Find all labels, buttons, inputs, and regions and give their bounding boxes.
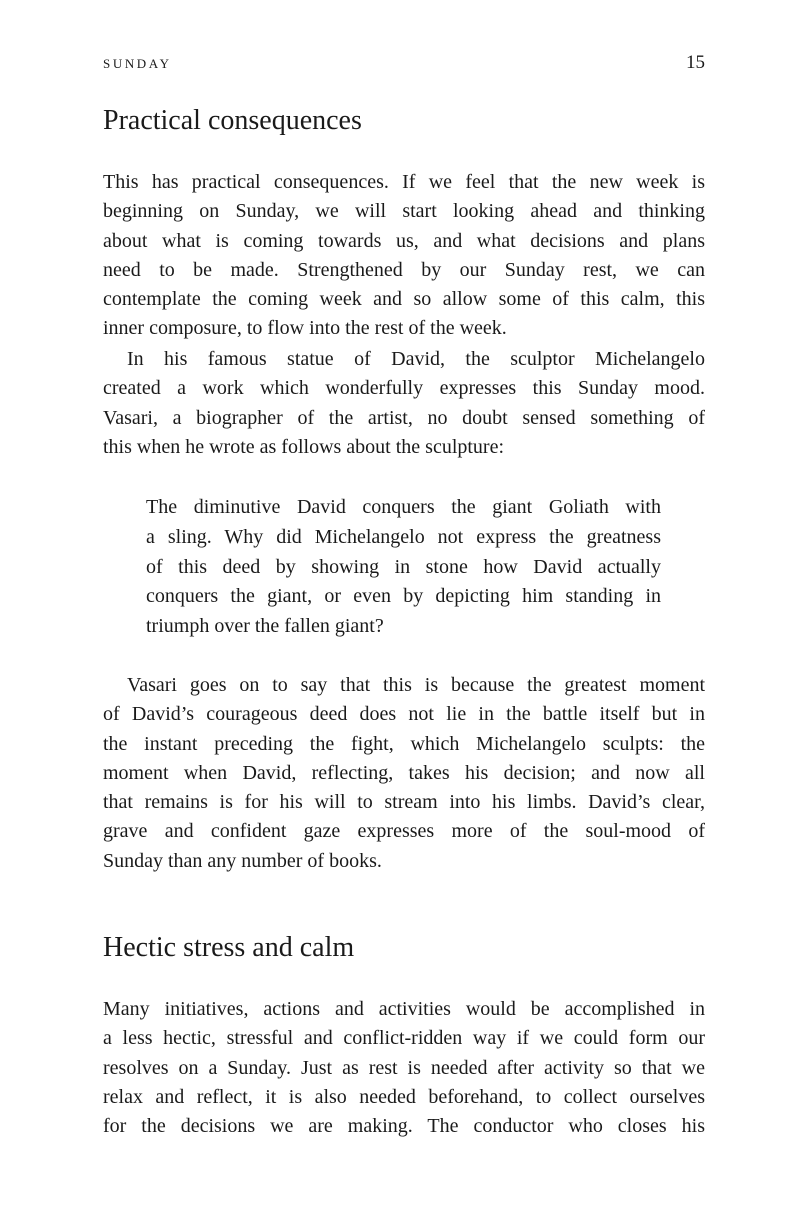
- text-line: created a work which wonderfully expresses this Sunday mood.: [103, 377, 705, 400]
- text-line: moment when David, reflecting, takes his decision; and now all: [103, 761, 705, 784]
- text-line: relax and reflect, it is also needed beforehand, to collect ourselves: [103, 1085, 705, 1108]
- text-line: for the decisions we are making. The conductor who closes his: [103, 1115, 705, 1138]
- block-quote: [146, 493, 661, 642]
- running-title: SUNDAY: [103, 56, 172, 71]
- text-line: of David’s courageous deed does not lie in the battle itself but in: [103, 703, 705, 726]
- quote-line: conquers the giant, or even by depicting him standing in: [146, 585, 661, 608]
- text-line: resolves on a Sunday. Just as rest is needed after activity so that we: [103, 1056, 705, 1079]
- text-line: the instant preceding the fight, which Michelangelo sculpts: the: [103, 732, 705, 755]
- text-line: Vasari, a biographer of the artist, no doubt sensed something of: [103, 406, 705, 429]
- quote-line: The diminutive David conquers the giant Goliath with: [146, 496, 661, 518]
- text-line: Many initiatives, actions and activities would be accomplished in: [103, 998, 705, 1020]
- text-line: This has practical consequences. If we feel that the new week is: [103, 171, 705, 193]
- text-line: beginning on Sunday, we will start looking ahead and thinking: [103, 200, 705, 223]
- text-line: contemplate the coming week and so allow some of this calm, this: [103, 288, 705, 311]
- paragraph: [103, 671, 705, 876]
- paragraph: [103, 995, 705, 1141]
- text-line: Sunday than any number of books.: [103, 849, 382, 872]
- text-line: In his famous statue of David, the sculptor Michelangelo: [127, 348, 705, 370]
- quote-line: a sling. Why did Michelangelo not express the greatness: [146, 525, 661, 548]
- section-heading: Hectic stress and calm: [103, 932, 355, 963]
- quote-line: of this deed by showing in stone how David actually: [146, 555, 661, 578]
- text-line: need to be made. Strengthened by our Sunday rest, we can: [103, 258, 705, 281]
- text-line: this when he wrote as follows about the sculpture:: [103, 435, 505, 458]
- quote-line: triumph over the fallen giant?: [146, 615, 384, 638]
- text-line: inner composure, to flow into the rest of the week.: [103, 317, 507, 340]
- paragraph: [103, 345, 705, 462]
- text-line: that remains is for his will to stream into his limbs. David’s clear,: [103, 791, 705, 814]
- paragraph: [103, 168, 705, 344]
- text-line: a less hectic, stressful and conflict-ridden way if we could form our: [103, 1027, 705, 1050]
- page-number: 15: [686, 52, 705, 73]
- text-line: about what is coming towards us, and what decisions and plans: [103, 229, 705, 252]
- text-line: Vasari goes on to say that this is because the greatest moment: [127, 674, 705, 696]
- running-head: [103, 52, 705, 76]
- section-heading: Practical consequences: [103, 105, 362, 136]
- text-line: grave and confident gaze expresses more of the soul-mood of: [103, 820, 705, 843]
